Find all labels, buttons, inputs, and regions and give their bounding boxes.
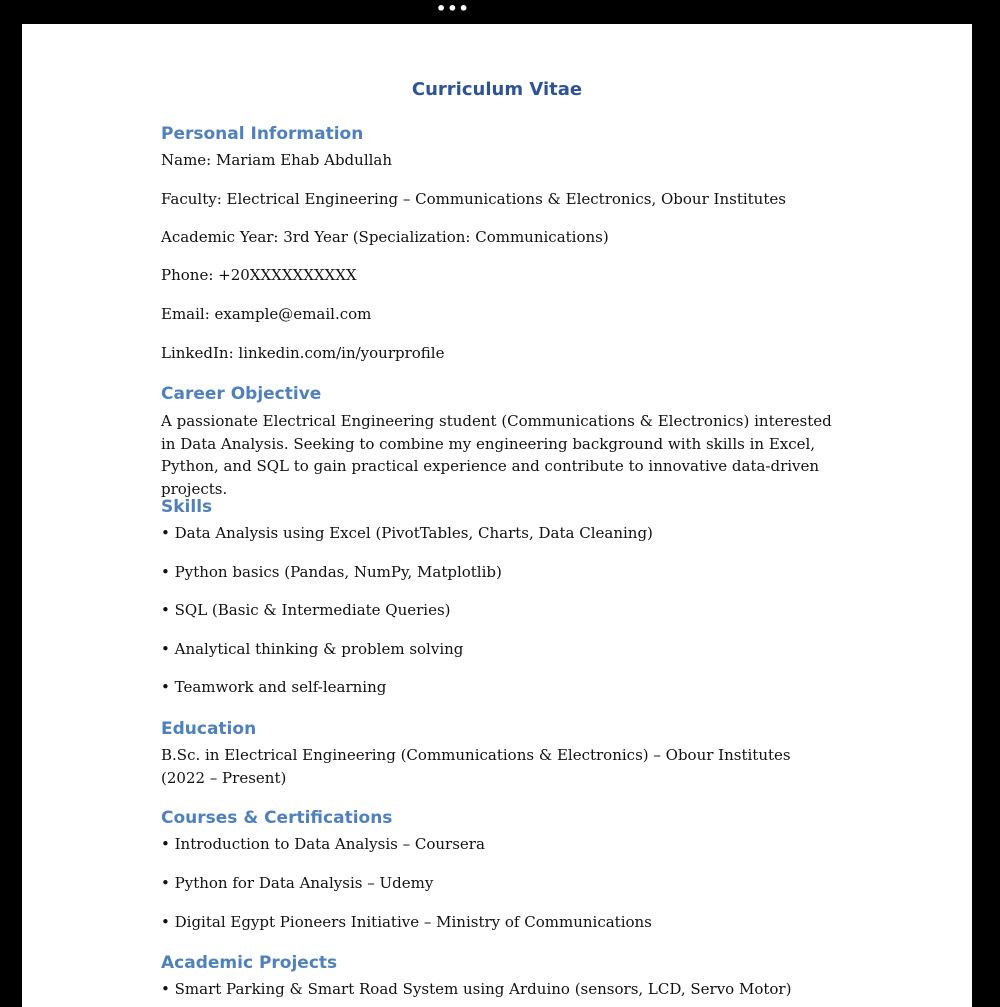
personal-linkedin: LinkedIn: linkedin.com/in/yourprofile [161, 344, 445, 362]
course-item: • Digital Egypt Pioneers Initiative – Ministry of Communications [161, 913, 652, 931]
course-item: • Introduction to Data Analysis – Coursera [161, 835, 485, 853]
personal-name: Name: Mariam Ehab Abdullah [161, 151, 393, 169]
personal-phone: Phone: +20XXXXXXXXXX [161, 266, 357, 284]
education-text: B.Sc. in Electrical Engineering (Communications & Electronics) – Obour Institutes (2022 – Present) [161, 746, 791, 787]
heading-courses: Courses & Certifications [161, 808, 393, 828]
more-options-icon[interactable]: ••• [436, 0, 470, 18]
personal-academic-year: Academic Year: 3rd Year (Specialization: Communications) [161, 228, 609, 246]
heading-academic-projects: Academic Projects [161, 953, 338, 973]
personal-email: Email: example@email.com [161, 305, 372, 323]
heading-skills: Skills [161, 497, 213, 517]
course-item: • Python for Data Analysis – Udemy [161, 874, 433, 892]
document-title: Curriculum Vitae [411, 79, 583, 100]
heading-personal-information: Personal Information [161, 124, 364, 144]
top-bar [0, 0, 1000, 22]
skill-item: • Teamwork and self-learning [161, 678, 386, 696]
heading-education: Education [161, 719, 257, 739]
skill-item: • Python basics (Pandas, NumPy, Matplotlib) [161, 563, 502, 581]
skill-item: • Analytical thinking & problem solving [161, 640, 463, 658]
skill-item: • Data Analysis using Excel (PivotTables, Charts, Data Cleaning) [161, 524, 653, 542]
personal-faculty: Faculty: Electrical Engineering – Communications & Electronics, Obour Institutes [161, 190, 786, 208]
document-page [22, 24, 972, 1007]
heading-career-objective: Career Objective [161, 384, 322, 404]
career-objective-text: A passionate Electrical Engineering student (Communications & Electronics) interested in Data Analysis. Seeking to combine my engineering background with skills in Excel, Python, and SQL to gain practical experience and contribute to innovative data-driven projects. [161, 412, 832, 498]
skill-item: • SQL (Basic & Intermediate Queries) [161, 601, 451, 619]
project-item: • Smart Parking & Smart Road System using Arduino (sensors, LCD, Servo Motor) [161, 980, 791, 998]
